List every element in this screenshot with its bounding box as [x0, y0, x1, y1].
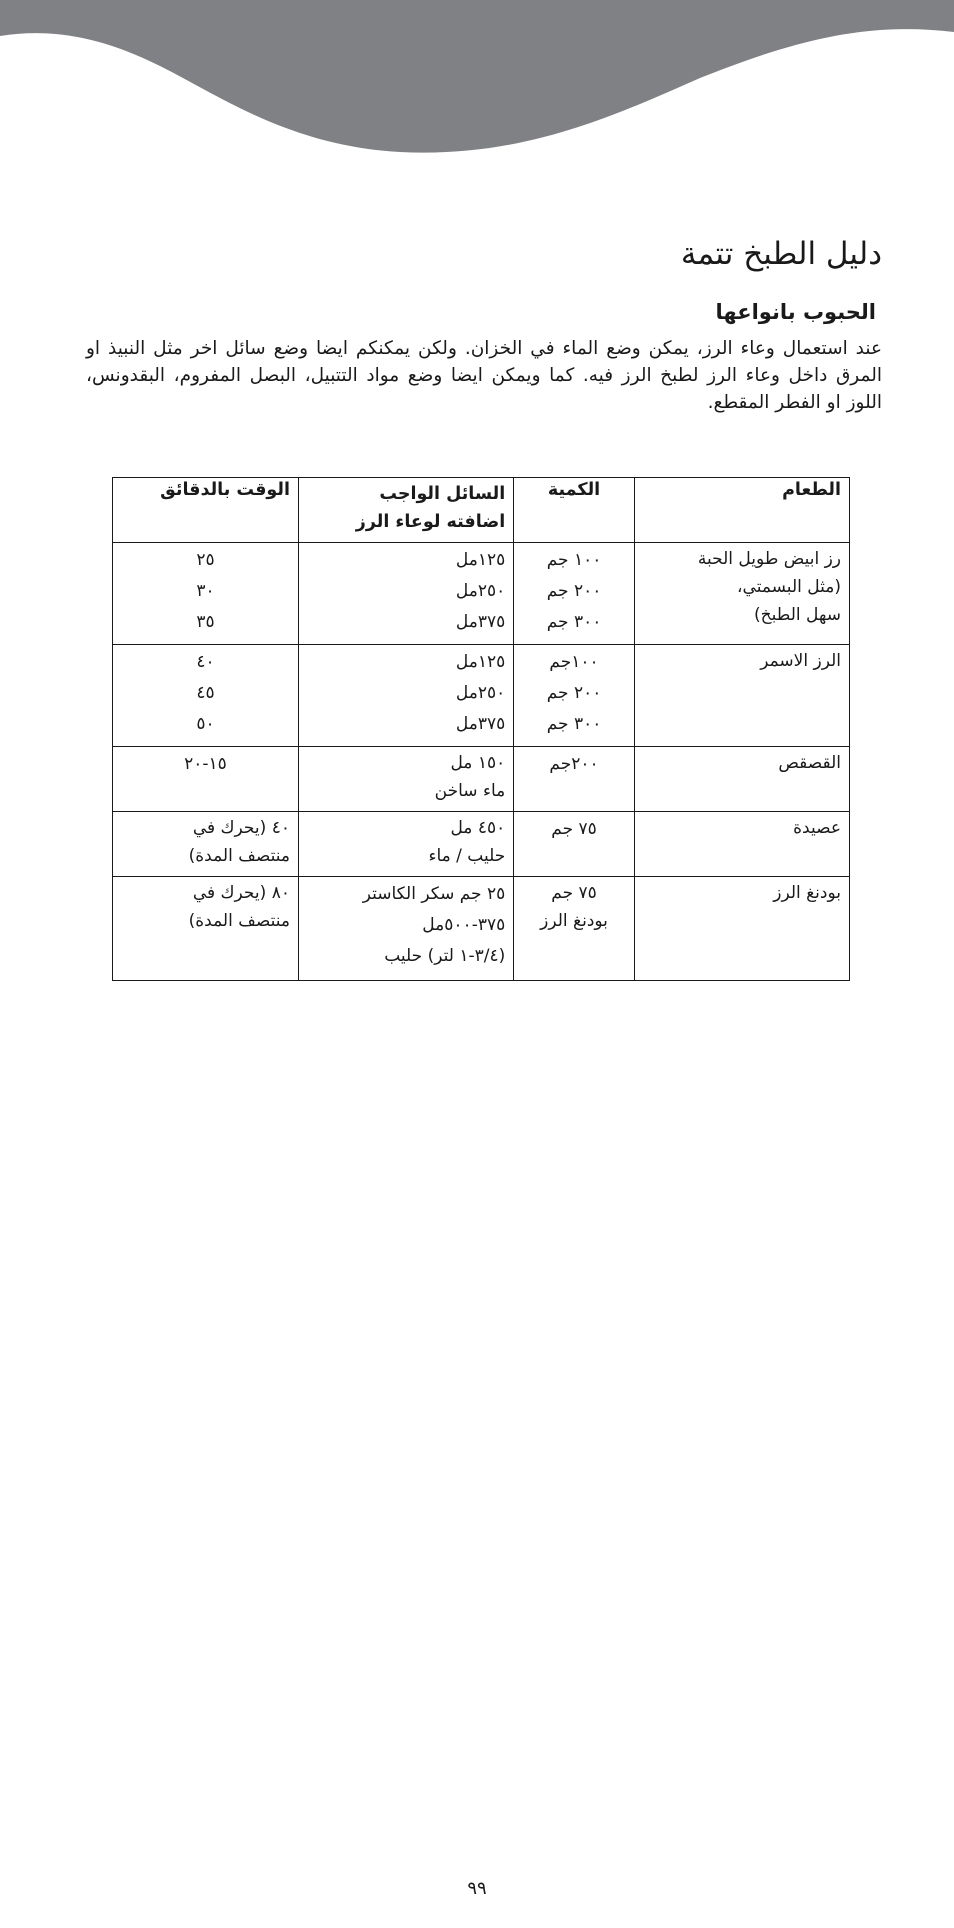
cell-liquid-line: ٣٧٥مل	[455, 612, 506, 632]
cell-quantity-line: بودنغ الرز	[540, 911, 608, 931]
cell-time-line: منتصف المدة)	[188, 911, 290, 931]
cell-time-line: ٤٠	[196, 652, 215, 672]
cell-time-line: ٢٥	[196, 550, 215, 570]
cell-quantity	[514, 747, 635, 812]
cell-liquid	[298, 812, 513, 877]
cell-liquid-line: ٤٥٠ مل	[450, 818, 506, 838]
cell-time-line: ٣٥	[196, 612, 215, 632]
table-body	[113, 543, 850, 981]
cell-liquid-line: ١٢٥مل	[455, 550, 506, 570]
cell-quantity-line: ٢٠٠ جم	[546, 581, 602, 601]
header-wave-shape	[0, 0, 954, 153]
cell-time	[113, 812, 299, 877]
table-row	[113, 543, 850, 645]
header-liquid-line1: السائل الواجب	[379, 484, 506, 504]
cell-liquid-line: ٣٧٥مل	[455, 714, 506, 734]
cell-liquid-line: ماء ساخن	[434, 781, 506, 801]
header-food: الطعام	[634, 478, 849, 543]
cell-food-line: رز ابيض طويل الحبة	[697, 549, 841, 569]
cooking-guide-table	[112, 477, 850, 981]
table-row	[113, 877, 850, 981]
cell-liquid-line: (٣/٤-١ لتر) حليب	[384, 946, 506, 966]
cell-food	[634, 645, 849, 747]
cell-quantity-line: ٢٠٠ جم	[546, 683, 602, 703]
cell-time	[113, 877, 299, 981]
table-row	[113, 812, 850, 877]
cell-quantity-line: ٧٥ جم	[551, 819, 597, 839]
cell-liquid	[298, 645, 513, 747]
cell-quantity	[514, 645, 635, 747]
table-row	[113, 747, 850, 812]
cell-food	[634, 877, 849, 981]
cell-quantity-line: ١٠٠جم	[549, 652, 599, 672]
cell-liquid-line: حليب / ماء	[428, 846, 506, 866]
table-header-row	[113, 478, 850, 543]
cell-liquid	[298, 877, 513, 981]
cell-time-line: ٨٠ (يحرك في	[192, 883, 290, 903]
page-title: دليل الطبخ تتمة	[680, 236, 882, 272]
cell-time-line: ٤٠ (يحرك في	[192, 818, 290, 838]
cell-liquid-line: ١٢٥مل	[455, 652, 506, 672]
cell-time-line: منتصف المدة)	[188, 846, 290, 866]
cell-quantity	[514, 812, 635, 877]
cell-time-line: ٤٥	[196, 683, 215, 703]
cell-liquid-line: ٢٥٠مل	[455, 581, 506, 601]
cell-liquid	[298, 747, 513, 812]
cell-food	[634, 812, 849, 877]
intro-paragraph: عند استعمال وعاء الرز، يمكن وضع الماء في الخزان. ولكن يمكنكم ايضا وضع سائل اخر مثل النبيذ او المرق داخل وعاء الرز لطبخ الرز فيه. كما ويمكن ايضا وضع مواد التتبيل، البصل المفروم، البقدونس، اللوز او الفطر المقطع.	[86, 338, 882, 413]
cell-quantity-line: ٣٠٠ جم	[546, 714, 602, 734]
cell-liquid-line: ٣٧٥-٥٠٠مل	[422, 915, 506, 935]
cell-food-line: عصيدة	[793, 818, 841, 838]
header-quantity: الكمية	[514, 478, 635, 543]
cell-quantity	[514, 543, 635, 645]
cell-quantity	[514, 877, 635, 981]
cell-food-line: (مثل البسمتي،	[737, 577, 841, 597]
header-time: الوقت بالدقائق	[113, 478, 299, 543]
cell-liquid-line: ٢٥٠مل	[455, 683, 506, 703]
cell-time-line: ٣٠	[196, 581, 215, 601]
cell-food	[634, 747, 849, 812]
cell-quantity-line: ٢٠٠جم	[549, 754, 599, 774]
page-number: ٩٩	[467, 1878, 487, 1899]
cell-quantity-line: ٧٥ جم	[551, 883, 597, 903]
cell-food	[634, 543, 849, 645]
cell-quantity-line: ١٠٠ جم	[546, 550, 602, 570]
cell-liquid	[298, 543, 513, 645]
cell-time-line: ٥٠	[196, 714, 215, 734]
header-liquid-line2: اضافته لوعاء الرز	[355, 512, 506, 532]
header-wave-decoration	[0, 0, 954, 160]
header-liquid	[298, 478, 513, 543]
cell-quantity-line: ٣٠٠ جم	[546, 612, 602, 632]
cell-liquid-line: ٢٥ جم سكر الكاستر	[362, 884, 506, 904]
cell-food-line: الرز الاسمر	[760, 651, 841, 671]
table-row	[113, 645, 850, 747]
cell-food-line: القصقص	[778, 753, 841, 773]
cell-food-line: سهل الطبخ)	[754, 605, 841, 625]
cell-food-line: بودنغ الرز	[773, 883, 841, 903]
cell-time	[113, 645, 299, 747]
cell-liquid-line: ١٥٠ مل	[450, 753, 506, 773]
section-heading: الحبوب بانواعها	[715, 300, 876, 324]
cell-time-line: ١٥-٢٠	[184, 754, 227, 774]
cell-time	[113, 543, 299, 645]
cell-time	[113, 747, 299, 812]
